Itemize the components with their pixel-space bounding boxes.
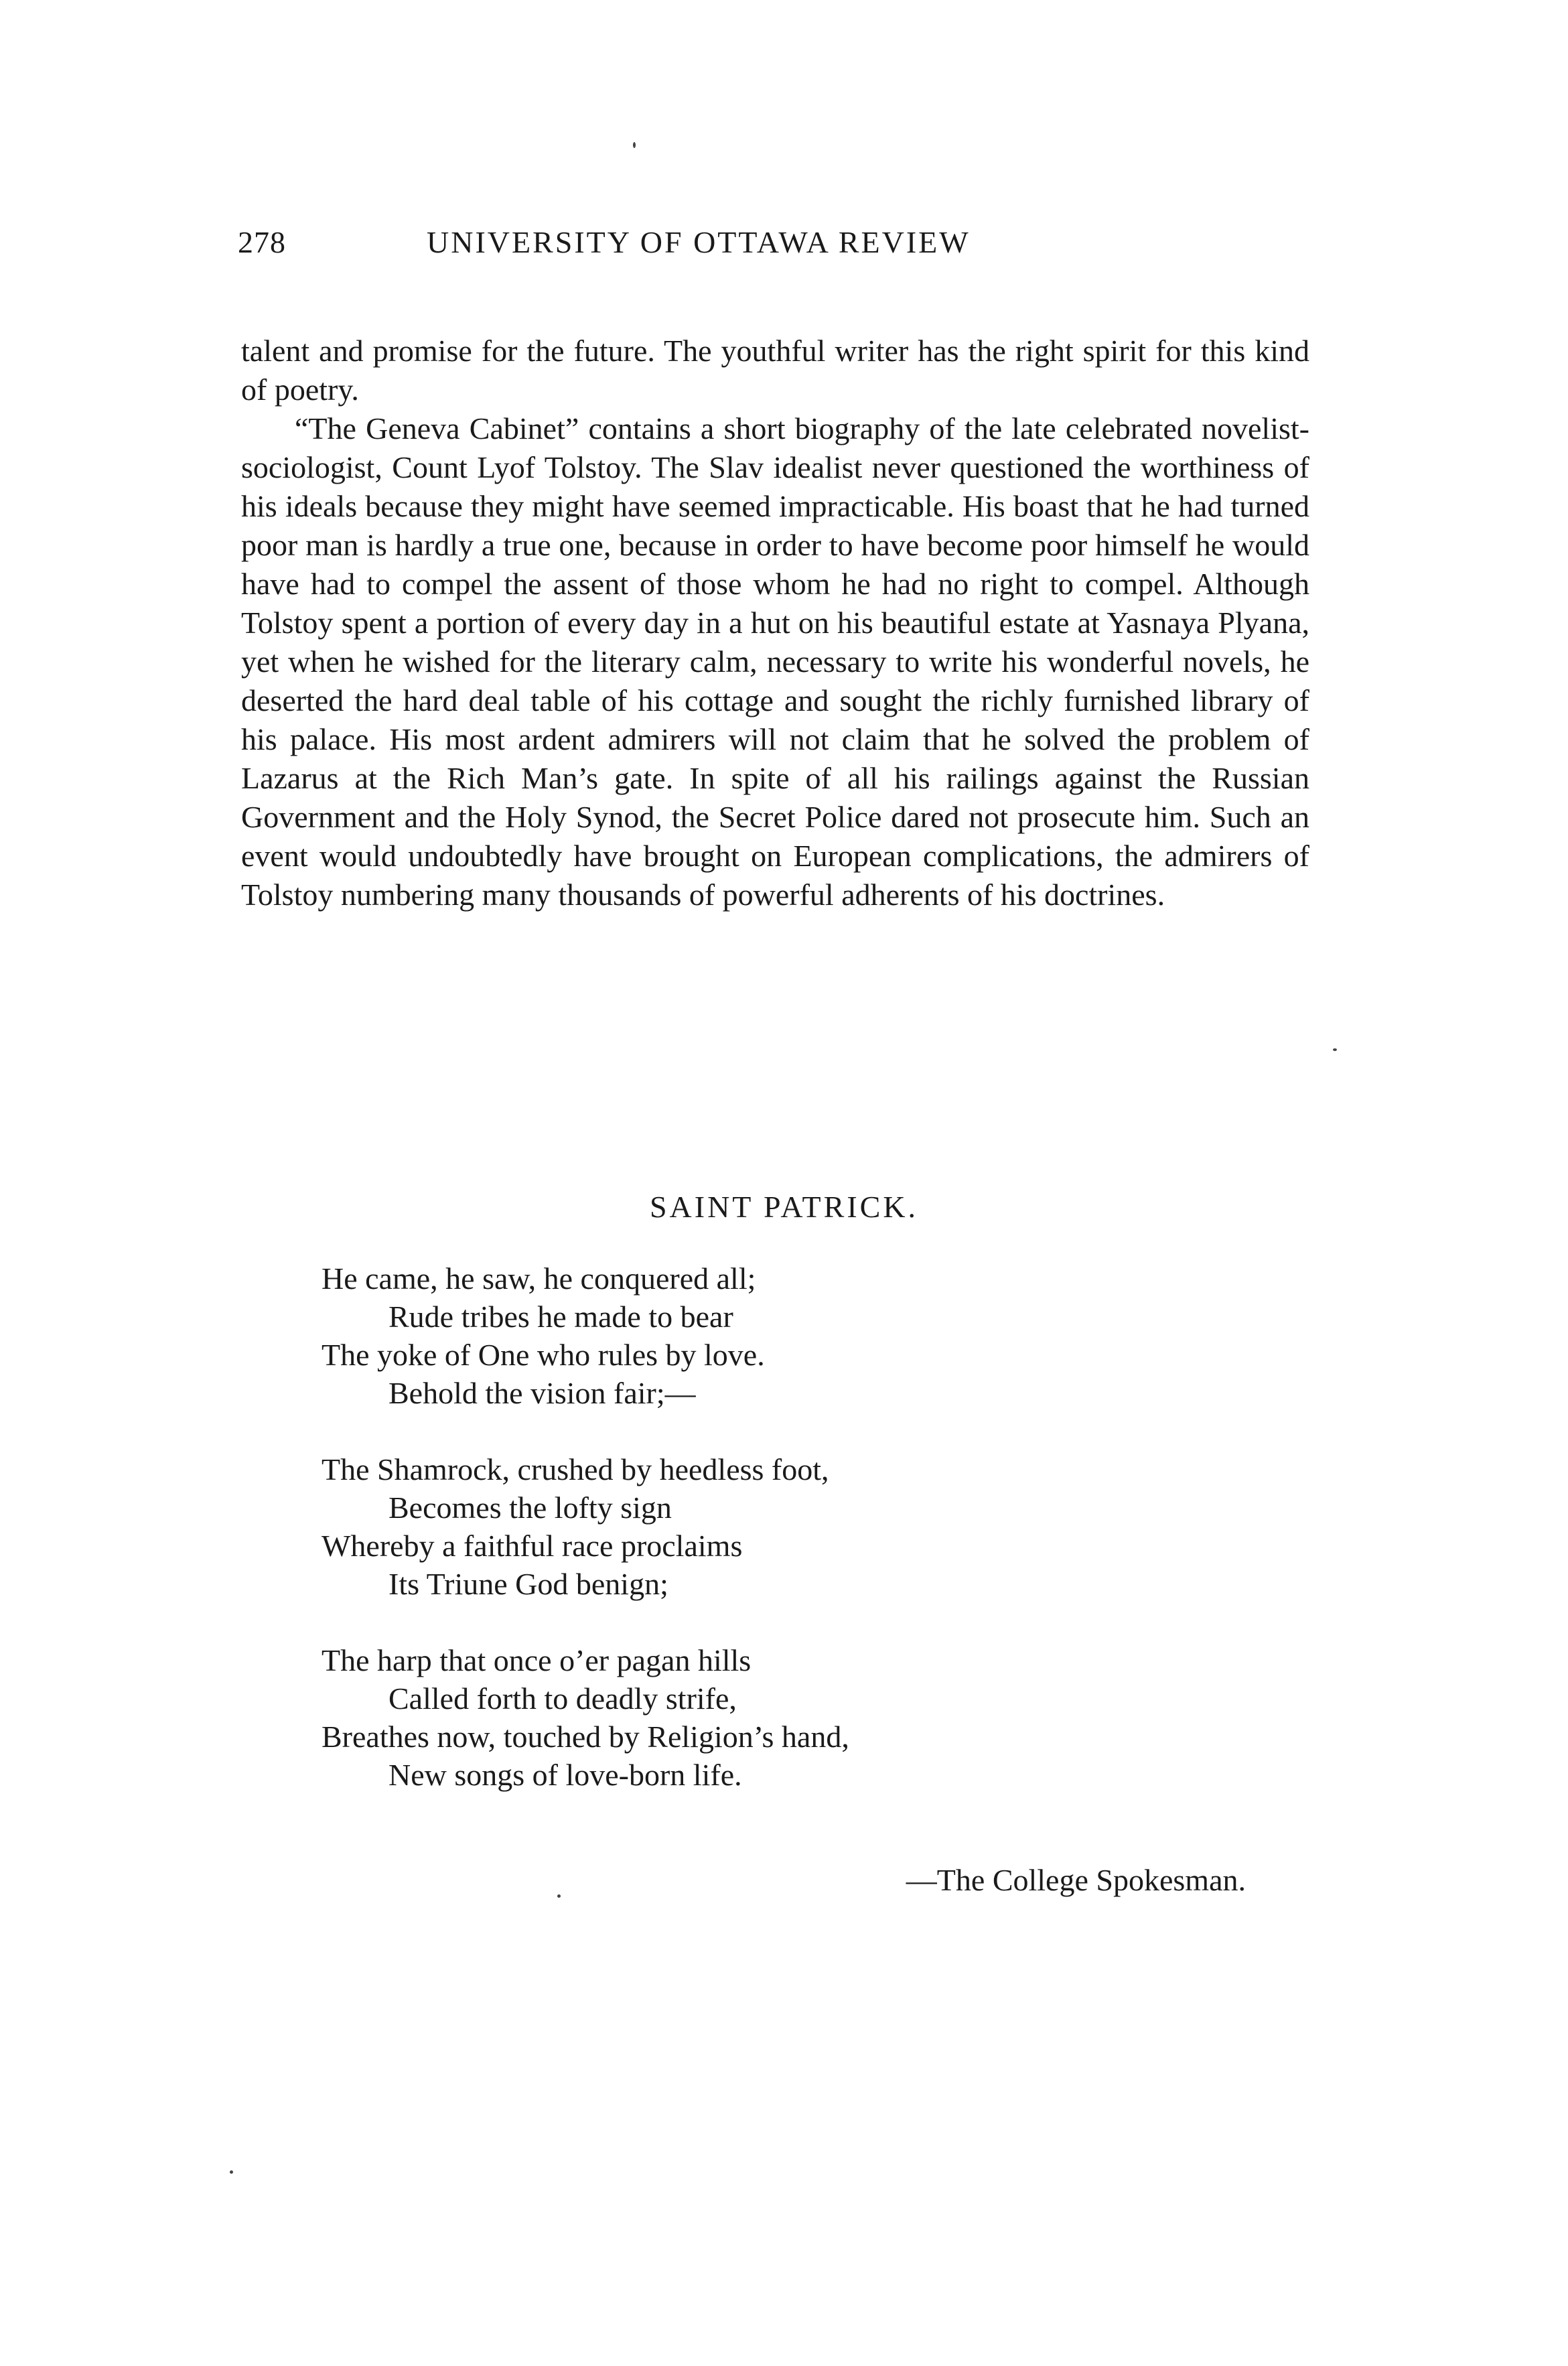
running-title: UNIVERSITY OF OTTAWA REVIEW bbox=[427, 225, 971, 259]
page-header bbox=[238, 224, 1142, 278]
scan-speck bbox=[230, 2170, 233, 2174]
scan-speck bbox=[1333, 1048, 1337, 1051]
poem-line: The yoke of One who rules by love. bbox=[322, 1338, 765, 1372]
poem-line: Behold the vision fair;— bbox=[388, 1376, 696, 1410]
paragraph-geneva-cabinet: “The Geneva Cabinet” contains a short biography of the late celebrated novelist-sociologist, Count Lyof Tolstoy. The Slav idealist never questioned the worthiness of his ideals because they might have seemed impracticable. His boast that he had turned poor man is hardly a true one, because in order to have become poor himself he would have had to compel the assent of those whom he had no right to compel. Although Tolstoy spent a portion of every day in a hut on his beautiful estate at Yasnaya Plyana, yet when he wished for the literary calm, necessary to write his wonderful novels, he deserted the hard deal table of his cottage and sought the richly furnished library of his palace. His most ardent admirers will not claim that he solved the problem of Lazarus at the Rich Man’s gate. In spite of all his railings against the Russian Government and the Holy Synod, the Secret Police dared not prosecute him. Such an event would undoubtedly have brought on European complications, the admirers of Tolstoy numbering many thousands of powerful adherents of his doctrines. bbox=[241, 411, 1309, 912]
paragraph-continuation: talent and promise for the future. The youthful writer has the right spirit for this kind of poetry. bbox=[241, 334, 1309, 407]
poem-line: Whereby a faithful race proclaims bbox=[322, 1529, 743, 1563]
poem-line: The harp that once o’er pagan hills bbox=[322, 1643, 752, 1677]
poem-title: SAINT PATRICK. bbox=[649, 1190, 919, 1224]
scan-speck bbox=[557, 1894, 561, 1898]
poem-body bbox=[322, 1259, 1259, 1794]
poem-line: New songs of love-born life. bbox=[388, 1758, 742, 1792]
poem-line: Rude tribes he made to bear bbox=[388, 1300, 733, 1334]
poem-line: Breathes now, touched by Religion’s hand, bbox=[322, 1720, 849, 1754]
poem-line: The Shamrock, crushed by heedless foot, bbox=[322, 1452, 829, 1486]
poem-line: Called forth to deadly strife, bbox=[388, 1681, 737, 1716]
stanza-1 bbox=[322, 1259, 1259, 1412]
poem-attribution: —The College Spokesman. bbox=[906, 1863, 1246, 1897]
poem-line: Its Triune God benign; bbox=[388, 1567, 668, 1601]
stanza-2 bbox=[322, 1450, 1259, 1603]
review-text bbox=[241, 332, 1309, 914]
poem-line: Becomes the lofty sign bbox=[388, 1490, 672, 1525]
scan-speck bbox=[633, 142, 636, 148]
stanza-3 bbox=[322, 1641, 1259, 1794]
page-number: 278 bbox=[238, 225, 286, 259]
poem-line: He came, he saw, he conquered all; bbox=[322, 1261, 756, 1296]
